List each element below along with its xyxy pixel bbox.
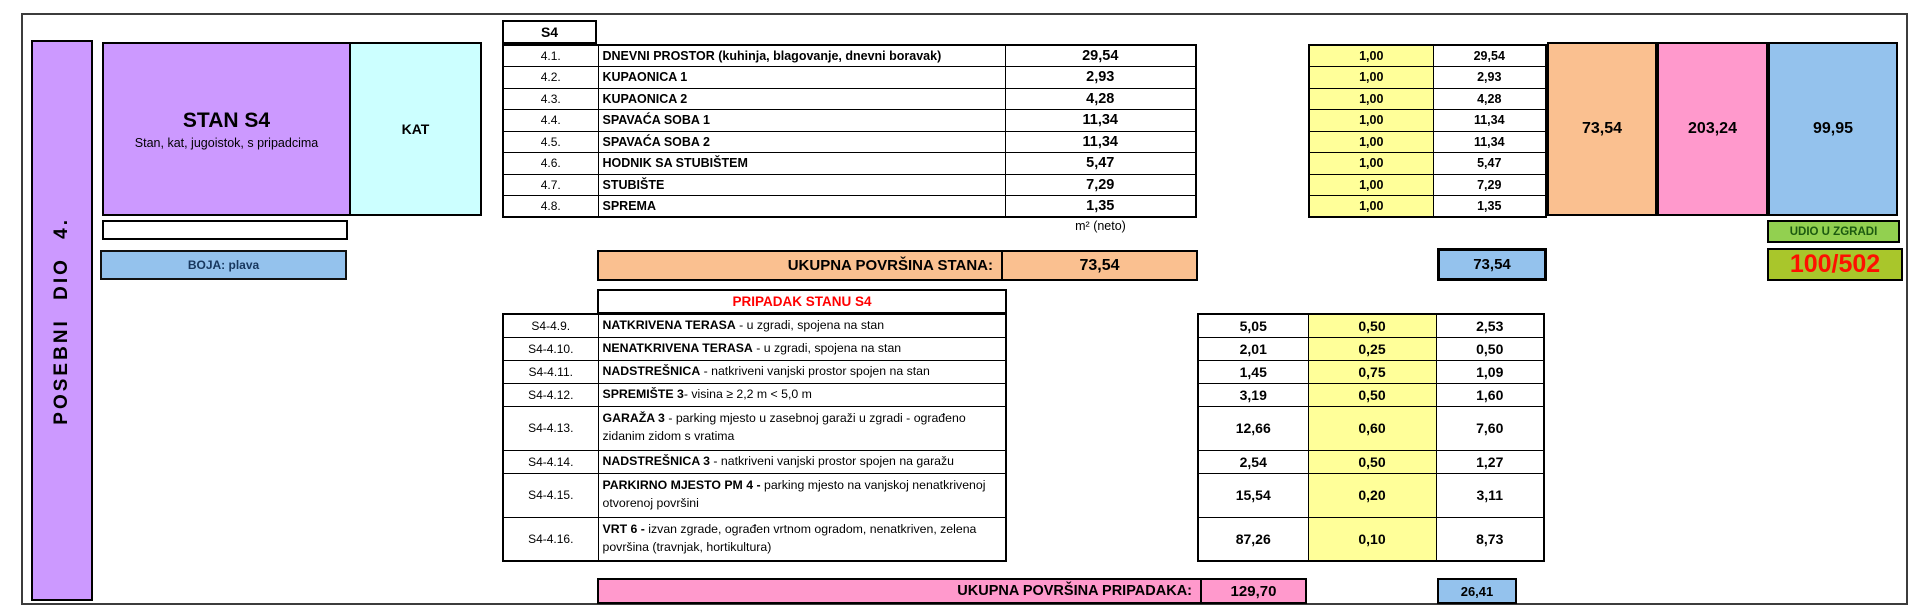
annex-values-row bbox=[1198, 517, 1544, 561]
room-name-cell bbox=[598, 153, 1005, 175]
room-area-cell: 1,35 bbox=[1005, 196, 1196, 218]
annex-weighted-cell: 1,60 bbox=[1436, 383, 1544, 406]
weighted-area-cell: 2,93 bbox=[1433, 67, 1546, 89]
annex-weighted-cell: 8,73 bbox=[1436, 517, 1544, 561]
annex-name-cell bbox=[598, 473, 1006, 517]
annex-name-cell bbox=[598, 517, 1006, 561]
room-area-cell: 29,54 bbox=[1005, 45, 1196, 67]
room-area-cell: 5,47 bbox=[1005, 153, 1196, 175]
share-header: UDIO U ZGRADI bbox=[1767, 220, 1900, 243]
annex-name-cell bbox=[598, 450, 1006, 473]
room-name: STUBIŠTE bbox=[602, 177, 665, 192]
room-name-cell bbox=[598, 110, 1005, 132]
room-area-cell: 11,34 bbox=[1005, 131, 1196, 153]
annex-row bbox=[503, 406, 1006, 450]
annex-area-cell: 87,26 bbox=[1198, 517, 1308, 561]
annex-name: NADSTREŠNICA 3 bbox=[602, 453, 710, 468]
empty-note-box bbox=[102, 220, 348, 240]
room-name: SPAVAĆA SOBA 2 bbox=[602, 134, 710, 149]
room-row bbox=[503, 45, 1196, 67]
annex-table bbox=[502, 313, 1007, 562]
annex-desc: - visina ≥ 2,2 m < 5,0 m bbox=[683, 386, 812, 401]
annex-values-row bbox=[1198, 450, 1544, 473]
annex-row-id: S4-4.11. bbox=[503, 360, 598, 383]
weighted-area-cell: 29,54 bbox=[1433, 45, 1546, 67]
annex-name: NADSTREŠNICA bbox=[602, 363, 701, 378]
coefficient-row bbox=[1309, 110, 1546, 132]
annex-desc: - parking mjesto u zasebnoj garaži u zgradi - ograđeno zidanim zidom s vratima bbox=[602, 411, 966, 443]
weighted-area-cell: 5,47 bbox=[1433, 153, 1546, 175]
annex-row-id: S4-4.14. bbox=[503, 450, 598, 473]
annex-name: GARAŽA 3 bbox=[602, 411, 665, 426]
annex-area-cell: 15,54 bbox=[1198, 473, 1308, 517]
annex-weighted-cell: 7,60 bbox=[1436, 406, 1544, 450]
annex-row bbox=[503, 337, 1006, 360]
annex-coefficient-cell: 0,60 bbox=[1308, 406, 1436, 450]
main-room-table bbox=[502, 44, 1197, 218]
gross-area-block: 203,24 bbox=[1657, 42, 1768, 216]
room-name-cell bbox=[598, 88, 1005, 110]
annex-name-cell bbox=[598, 383, 1006, 406]
room-name-cell bbox=[598, 196, 1005, 218]
annex-name: SPREMIŠTE 3 bbox=[602, 386, 684, 401]
apartment-total-value: 73,54 bbox=[1079, 256, 1120, 274]
coefficient-row bbox=[1309, 153, 1546, 175]
room-area-cell: 7,29 bbox=[1005, 174, 1196, 196]
weighted-area-cell: 7,29 bbox=[1433, 174, 1546, 196]
coefficient-row bbox=[1309, 45, 1546, 67]
weighted-area-cell: 11,34 bbox=[1433, 110, 1546, 132]
room-row bbox=[503, 196, 1196, 218]
annex-row bbox=[503, 383, 1006, 406]
coefficient-cell: 1,00 bbox=[1309, 110, 1433, 132]
room-row bbox=[503, 153, 1196, 175]
annex-desc: - u zgradi, spojena na stan bbox=[752, 340, 902, 355]
annex-row-id: S4-4.10. bbox=[503, 337, 598, 360]
area-unit-note: m² (neto) bbox=[1075, 219, 1126, 233]
annex-name: NENATKRIVENA TERASA bbox=[602, 340, 753, 355]
section-label: POSEBNI DIO 4. bbox=[51, 216, 72, 425]
apartment-total-row bbox=[597, 250, 1198, 281]
weighted-area-cell: 11,34 bbox=[1433, 131, 1546, 153]
room-name: SPAVAĆA SOBA 1 bbox=[602, 113, 710, 128]
unit-card bbox=[102, 42, 351, 216]
annex-values-row bbox=[1198, 406, 1544, 450]
annex-coefficient-cell: 0,75 bbox=[1308, 360, 1436, 383]
annex-row-id: S4-4.9. bbox=[503, 314, 598, 337]
room-name-cell bbox=[598, 67, 1005, 89]
annex-weighted-cell: 1,09 bbox=[1436, 360, 1544, 383]
annex-area-cell: 5,05 bbox=[1198, 314, 1308, 337]
room-name: KUPAONICA 1 bbox=[602, 70, 688, 85]
annex-area-cell: 3,19 bbox=[1198, 383, 1308, 406]
coefficient-cell: 1,00 bbox=[1309, 131, 1433, 153]
room-row-id: 4.3. bbox=[503, 88, 598, 110]
left-section-band bbox=[31, 40, 93, 601]
annex-coefficient-cell: 0,50 bbox=[1308, 314, 1436, 337]
annex-name: NATKRIVENA TERASA bbox=[602, 317, 736, 332]
annex-row bbox=[503, 473, 1006, 517]
annex-name-cell bbox=[598, 337, 1006, 360]
annex-area-cell: 12,66 bbox=[1198, 406, 1308, 450]
room-row-id: 4.5. bbox=[503, 131, 598, 153]
coefficient-cell: 1,00 bbox=[1309, 174, 1433, 196]
room-name-cell bbox=[598, 45, 1005, 67]
annex-row-id: S4-4.12. bbox=[503, 383, 598, 406]
room-row bbox=[503, 131, 1196, 153]
room-row bbox=[503, 174, 1196, 196]
apartment-weighted-total-box: 73,54 bbox=[1437, 248, 1547, 281]
unit-subtitle: Stan, kat, jugoistok, s pripadcima bbox=[134, 135, 319, 150]
annex-name-cell bbox=[598, 406, 1006, 450]
table-header-s4: S4 bbox=[502, 20, 597, 44]
unit-title: STAN S4 bbox=[182, 108, 271, 132]
annex-values-row bbox=[1198, 473, 1544, 517]
room-row bbox=[503, 88, 1196, 110]
room-row bbox=[503, 67, 1196, 89]
annex-row bbox=[503, 314, 1006, 337]
room-row-id: 4.2. bbox=[503, 67, 598, 89]
annex-weighted-cell: 0,50 bbox=[1436, 337, 1544, 360]
annex-values-table bbox=[1197, 313, 1545, 562]
annex-values-row bbox=[1198, 360, 1544, 383]
annex-desc: - natkriveni vanjski prostor spojen na garažu bbox=[710, 453, 955, 468]
weighted-area-cell: 1,35 bbox=[1433, 196, 1546, 218]
room-name: DNEVNI PROSTOR (kuhinja, blagovanje, dnevni boravak) bbox=[602, 49, 942, 63]
annex-name-cell bbox=[598, 314, 1006, 337]
annex-coefficient-cell: 0,50 bbox=[1308, 450, 1436, 473]
coefficient-row bbox=[1309, 67, 1546, 89]
coefficient-table bbox=[1308, 44, 1547, 218]
room-row-id: 4.4. bbox=[503, 110, 598, 132]
annex-values-row bbox=[1198, 383, 1544, 406]
annex-coefficient-cell: 0,50 bbox=[1308, 383, 1436, 406]
annex-desc: - natkriveni vanjski prostor spojen na stan bbox=[700, 363, 930, 378]
annex-coefficient-cell: 0,20 bbox=[1308, 473, 1436, 517]
annex-desc: - u zgradi, spojena na stan bbox=[735, 317, 885, 332]
net-area-block: 73,54 bbox=[1547, 42, 1657, 216]
coefficient-cell: 1,00 bbox=[1309, 88, 1433, 110]
share-area-block: 99,95 bbox=[1768, 42, 1898, 216]
room-area-cell: 2,93 bbox=[1005, 67, 1196, 89]
coefficient-row bbox=[1309, 196, 1546, 218]
annex-desc: izvan zgrade, ograđen vrtnom ogradom, nenatkriven, zelena površina (travnjak, hortikultura) bbox=[602, 521, 977, 554]
room-name: HODNIK SA STUBIŠTEM bbox=[602, 156, 748, 171]
room-name-cell bbox=[598, 131, 1005, 153]
annex-desc: parking mjesto na vanjskoj nenatkrivenoj otvorenoj površini bbox=[602, 478, 986, 510]
floor-box: KAT bbox=[349, 42, 482, 216]
apartment-total-label: UKUPNA POVRŠINA STANA: bbox=[599, 252, 1003, 279]
room-row bbox=[503, 110, 1196, 132]
coefficient-cell: 1,00 bbox=[1309, 45, 1433, 67]
annex-area-cell: 1,45 bbox=[1198, 360, 1308, 383]
coefficient-row bbox=[1309, 131, 1546, 153]
room-area-cell: 11,34 bbox=[1005, 110, 1196, 132]
annex-row-id: S4-4.15. bbox=[503, 473, 598, 517]
annex-name: PARKIRNO MJESTO PM 4 - bbox=[602, 478, 761, 493]
coefficient-cell: 1,00 bbox=[1309, 153, 1433, 175]
annex-name-cell bbox=[598, 360, 1006, 383]
room-name-cell bbox=[598, 174, 1005, 196]
color-box: BOJA: plava bbox=[100, 250, 347, 280]
weighted-area-cell: 4,28 bbox=[1433, 88, 1546, 110]
annex-header: PRIPADAK STANU S4 bbox=[597, 289, 1007, 314]
room-name: KUPAONICA 2 bbox=[602, 91, 688, 106]
annex-total-value: 129,70 bbox=[1230, 582, 1277, 600]
annex-area-cell: 2,01 bbox=[1198, 337, 1308, 360]
annex-weighted-cell: 3,11 bbox=[1436, 473, 1544, 517]
annex-coefficient-cell: 0,25 bbox=[1308, 337, 1436, 360]
coefficient-cell: 1,00 bbox=[1309, 196, 1433, 218]
annex-total-label: UKUPNA POVRŠINA PRIPADAKA: bbox=[599, 580, 1202, 602]
coefficient-row bbox=[1309, 88, 1546, 110]
annex-values-row bbox=[1198, 337, 1544, 360]
room-name: SPREMA bbox=[602, 199, 656, 213]
annex-values-row bbox=[1198, 314, 1544, 337]
coefficient-row bbox=[1309, 174, 1546, 196]
annex-row bbox=[503, 450, 1006, 473]
coefficient-cell: 1,00 bbox=[1309, 67, 1433, 89]
annex-area-cell: 2,54 bbox=[1198, 450, 1308, 473]
annex-name: VRT 6 - bbox=[602, 521, 645, 536]
share-value-box: 100/502 bbox=[1767, 248, 1903, 281]
annex-weighted-cell: 1,27 bbox=[1436, 450, 1544, 473]
room-row-id: 4.6. bbox=[503, 153, 598, 175]
room-row-id: 4.8. bbox=[503, 196, 598, 218]
room-row-id: 4.1. bbox=[503, 45, 598, 67]
annex-weighted-cell: 2,53 bbox=[1436, 314, 1544, 337]
annex-coefficient-cell: 0,10 bbox=[1308, 517, 1436, 561]
annex-row-id: S4-4.13. bbox=[503, 406, 598, 450]
room-row-id: 4.7. bbox=[503, 174, 598, 196]
annex-weighted-total-box: 26,41 bbox=[1437, 578, 1517, 604]
annex-row bbox=[503, 517, 1006, 561]
annex-row-id: S4-4.16. bbox=[503, 517, 598, 561]
room-area-cell: 4,28 bbox=[1005, 88, 1196, 110]
annex-total-row bbox=[597, 578, 1307, 604]
annex-row bbox=[503, 360, 1006, 383]
